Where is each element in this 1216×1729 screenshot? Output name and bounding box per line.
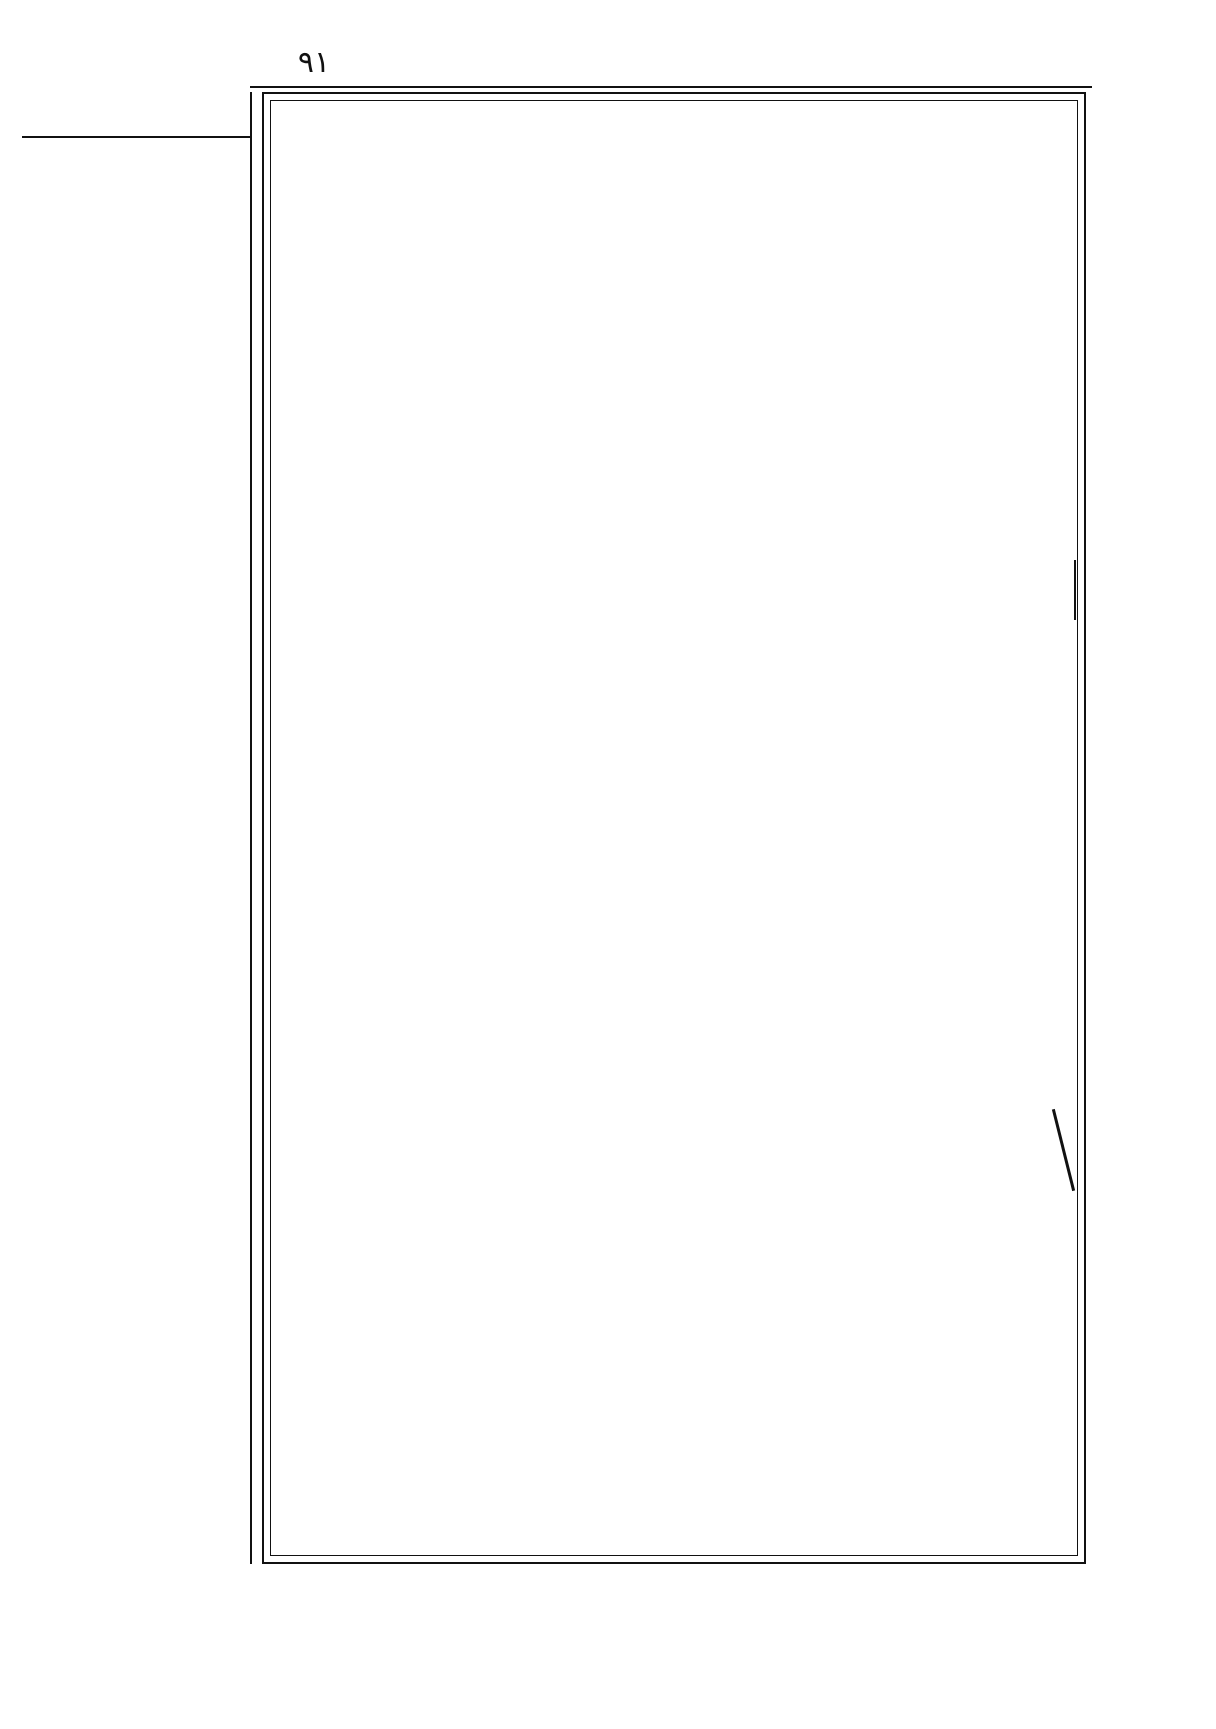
- margin-text-line: [28, 1460, 246, 1496]
- main-text-line: [276, 690, 1072, 726]
- margin-text-line: [28, 142, 246, 178]
- margin-text-line: [28, 1277, 246, 1313]
- margin-text-line: [28, 728, 246, 764]
- margin-text-line: [28, 1167, 246, 1203]
- margin-text-line: [28, 618, 246, 654]
- margin-text-line: [28, 1020, 246, 1056]
- main-text-line: [276, 287, 1072, 323]
- main-text-line: [276, 214, 1072, 250]
- margin-text-line: [28, 874, 246, 910]
- main-text-line: [276, 1495, 1072, 1531]
- main-text-line: [276, 653, 1072, 689]
- margin-text-line: [28, 1533, 246, 1569]
- main-text-line: [276, 1422, 1072, 1458]
- header-rule: [250, 86, 1092, 88]
- main-text-line: [276, 1202, 1072, 1238]
- margin-text-line: [28, 654, 246, 690]
- main-text-line: [276, 433, 1072, 469]
- main-text-line: [276, 1348, 1072, 1384]
- margin-text-line: [28, 801, 246, 837]
- margin-text-line: [28, 545, 246, 581]
- margin-text-line: [28, 1496, 246, 1532]
- main-text-line: [276, 909, 1072, 945]
- margin-text-line: [28, 1423, 246, 1459]
- margin-text-line: [28, 508, 246, 544]
- margin-text-line: [28, 911, 246, 947]
- main-text-line: [276, 104, 1072, 140]
- margin-stroke: [1074, 560, 1076, 620]
- main-text-line: [276, 1165, 1072, 1201]
- margin-text-line: [28, 179, 246, 215]
- main-text-line: [276, 397, 1072, 433]
- main-text-line: [276, 543, 1072, 579]
- main-text-line: [276, 946, 1072, 982]
- main-text-line: [276, 726, 1072, 762]
- main-text-line: [276, 360, 1072, 396]
- margin-text-line: [28, 1240, 246, 1276]
- margin-text-line: [28, 984, 246, 1020]
- main-text-line: [276, 1312, 1072, 1348]
- margin-text-line: [28, 947, 246, 983]
- page-number: ٩١: [297, 45, 331, 80]
- main-text-line: [276, 1239, 1072, 1275]
- margin-text-line: [28, 325, 246, 361]
- main-text-line: [276, 507, 1072, 543]
- main-text-line: [276, 324, 1072, 360]
- margin-text-line: [28, 215, 246, 251]
- main-text-line: [276, 580, 1072, 616]
- margin-text-line: [28, 837, 246, 873]
- main-text-line: [276, 1458, 1072, 1494]
- margin-text-line: [28, 1203, 246, 1239]
- main-text-line: [276, 1385, 1072, 1421]
- main-text-line: [276, 250, 1072, 286]
- margin-text-line: [28, 1386, 246, 1422]
- main-text-line: [276, 763, 1072, 799]
- main-text-line: [276, 470, 1072, 506]
- margin-text-line: [28, 691, 246, 727]
- margin-text-line: [28, 1350, 246, 1386]
- main-text-line: [276, 141, 1072, 177]
- main-text-line: [276, 177, 1072, 213]
- margin-text-line: [28, 764, 246, 800]
- main-text-line: [276, 616, 1072, 652]
- main-text-line: [276, 1129, 1072, 1165]
- main-text-line: [276, 1092, 1072, 1128]
- margin-text-line: [28, 1130, 246, 1166]
- main-text-line: [276, 982, 1072, 1018]
- margin-text-line: [28, 288, 246, 324]
- margin-text-line: [28, 581, 246, 617]
- main-text-line: [276, 1019, 1072, 1055]
- main-text-line: [276, 799, 1072, 835]
- margin-text-line: [28, 471, 246, 507]
- margin-text-line: [28, 435, 246, 471]
- margin-text-line: [28, 1057, 246, 1093]
- main-text-line: [276, 1275, 1072, 1311]
- main-text-line: [276, 873, 1072, 909]
- margin-text-line: [28, 362, 246, 398]
- margin-header-text: [28, 98, 246, 132]
- margin-text-line: [28, 398, 246, 434]
- margin-text-line: [28, 1313, 246, 1349]
- main-text-line: [276, 1056, 1072, 1092]
- margin-text-line: [28, 1094, 246, 1130]
- main-text-line: [276, 836, 1072, 872]
- margin-text-line: [28, 252, 246, 288]
